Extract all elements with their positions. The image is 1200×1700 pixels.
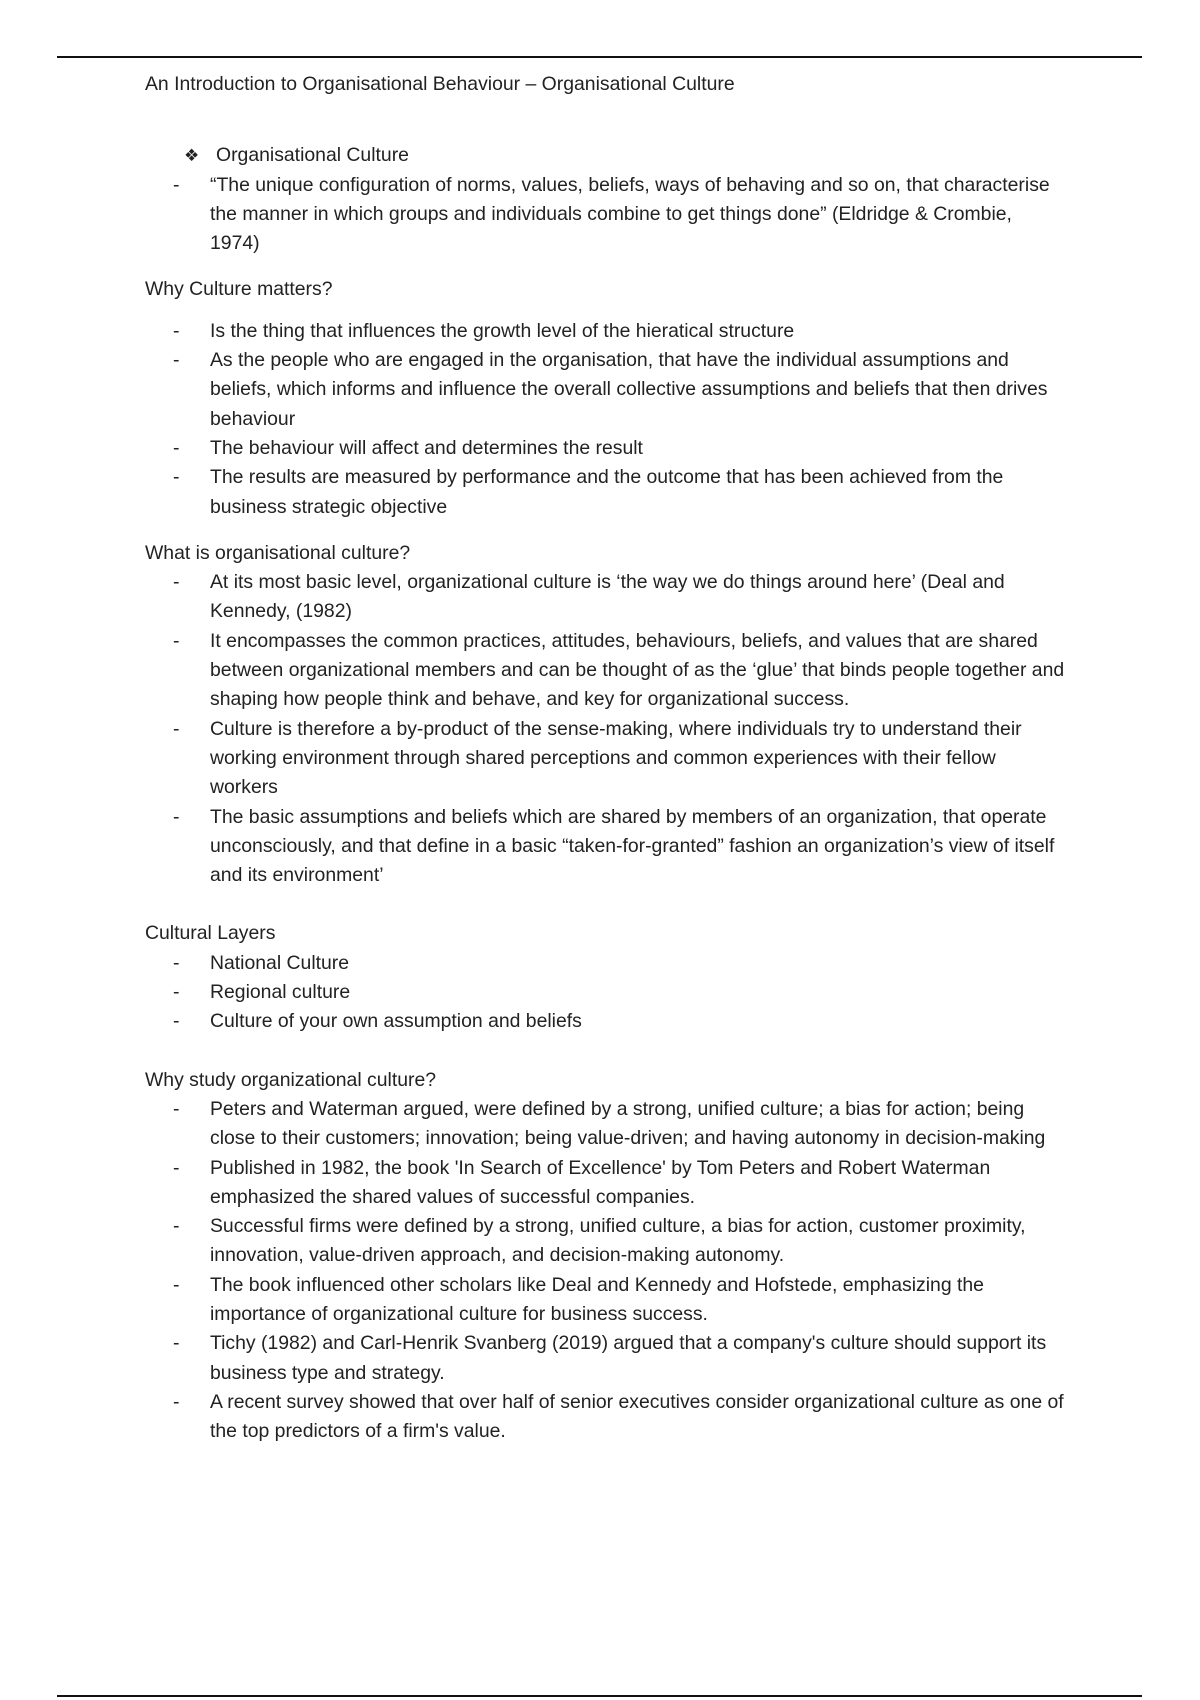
list-item-text: The basic assumptions and beliefs which are shared by members of an organization, that operate unconsciously, and that define in a basic “taken-for-granted” fashion an organization’s view of itself and its environment’: [210, 805, 1055, 887]
list-item: [145, 1095, 1065, 1154]
dash-bullet-icon: -: [173, 629, 180, 652]
section-heading-cultural-layers: Cultural Layers: [145, 922, 276, 945]
list-item: [145, 715, 1065, 803]
intro-definition-list: [145, 171, 1065, 259]
list-item: [145, 1388, 1065, 1447]
list-item-text: Tichy (1982) and Carl-Henrik Svanberg (2019) argued that a company's culture should support its business type and strategy.: [210, 1332, 1047, 1384]
bottom-rule: [57, 1695, 1142, 1697]
list-item-text: Published in 1982, the book 'In Search of Excellence' by Tom Peters and Robert Waterman emphasized the shared values of successful companies.: [210, 1156, 991, 1208]
dash-bullet-icon: -: [173, 571, 180, 594]
list-item: [145, 1329, 1065, 1388]
dash-bullet-icon: -: [173, 805, 180, 828]
document-title: An Introduction to Organisational Behaviour – Organisational Culture: [145, 73, 735, 95]
why-study-culture-list: [145, 1095, 1065, 1447]
list-item: [145, 978, 1065, 1007]
list-item-text: The results are measured by performance and the outcome that has been achieved from the business strategic objective: [210, 466, 1004, 518]
section-heading-why-culture-matters: Why Culture matters?: [145, 278, 333, 301]
list-item: [145, 949, 1065, 978]
list-item: [145, 1154, 1065, 1213]
list-item: [145, 171, 1065, 259]
list-item-text: National Culture: [210, 951, 350, 974]
list-item-text: Successful firms were defined by a strong, unified culture, a bias for action, customer proximity, innovation, value-driven approach, and decision-making autonomy.: [210, 1215, 1026, 1267]
list-item-text: Peters and Waterman argued, were defined by a strong, unified culture; a bias for action; being close to their customers; innovation; being value-driven; and having autonomy in decision-making: [210, 1097, 1046, 1150]
why-culture-matters-list: [145, 317, 1065, 522]
dash-bullet-icon: -: [173, 1273, 180, 1296]
list-item: [145, 1212, 1065, 1271]
dash-bullet-icon: -: [173, 981, 180, 1004]
list-item: [145, 627, 1065, 715]
dash-bullet-icon: -: [173, 1010, 180, 1033]
list-item-text: The behaviour will affect and determines the result: [210, 436, 643, 459]
dash-bullet-icon: -: [173, 1332, 180, 1355]
document-body: [145, 70, 1065, 1446]
dash-bullet-icon: -: [173, 466, 180, 489]
section-heading-what-is-culture: What is organisational culture?: [145, 541, 411, 564]
list-item-text: At its most basic level, organizational culture is ‘the way we do things around here’ (Deal and Kennedy, (1982): [210, 571, 1005, 623]
list-item: [145, 803, 1065, 891]
list-item: [145, 463, 1065, 522]
dash-bullet-icon: -: [173, 1156, 180, 1179]
intro-heading-item: [184, 141, 1065, 170]
dash-bullet-icon: -: [173, 717, 180, 740]
top-rule: [57, 56, 1142, 58]
dash-bullet-icon: -: [173, 349, 180, 372]
list-item-text: A recent survey showed that over half of senior executives consider organizational culture as one of the top predictors of a firm's value.: [210, 1390, 1064, 1443]
list-item: [145, 1007, 1065, 1036]
dash-bullet-icon: -: [173, 319, 180, 342]
list-item: [145, 1271, 1065, 1330]
dash-bullet-icon: -: [173, 173, 180, 196]
list-item: [145, 434, 1065, 463]
list-item-text: The book influenced other scholars like Deal and Kennedy and Hofstede, emphasizing the importance of organizational culture for business success.: [210, 1273, 984, 1325]
list-item-text: Culture of your own assumption and beliefs: [210, 1010, 582, 1033]
dash-bullet-icon: -: [173, 1390, 180, 1413]
list-item-text: Is the thing that influences the growth level of the hieratical structure: [210, 319, 795, 342]
intro-definition: “The unique configuration of norms, values, beliefs, ways of behaving and so on, that characterise the manner in which groups and individuals combine to get things done” (Eldridge & Crombie, 1974): [210, 173, 1050, 255]
dash-bullet-icon: -: [173, 1097, 180, 1120]
dash-bullet-icon: -: [173, 436, 180, 459]
list-item: [145, 568, 1065, 627]
list-item-text: As the people who are engaged in the organisation, that have the individual assumptions and beliefs, which informs and influence the overall collective assumptions and beliefs that then drives behaviour: [210, 349, 1048, 430]
list-item: [145, 317, 1065, 346]
dash-bullet-icon: -: [173, 951, 180, 974]
list-item-text: It encompasses the common practices, attitudes, behaviours, beliefs, and values that are shared between organizational members and can be thought of as the ‘glue’ that binds people together and shaping how people think and behave, and key for organizational success.: [210, 629, 1065, 711]
dash-bullet-icon: -: [173, 1215, 180, 1238]
list-item-text: Regional culture: [210, 981, 351, 1004]
list-item-text: Culture is therefore a by-product of the sense-making, where individuals try to understand their working environment through shared perceptions and common experiences with their fellow workers: [210, 717, 1022, 799]
diamond-bullet-icon: ❖: [184, 146, 200, 166]
cultural-layers-list: [145, 949, 1065, 1037]
intro-heading: Organisational Culture: [216, 144, 409, 167]
what-is-culture-list: [145, 568, 1065, 890]
list-item: [145, 346, 1065, 434]
section-heading-why-study-culture: Why study organizational culture?: [145, 1068, 437, 1091]
